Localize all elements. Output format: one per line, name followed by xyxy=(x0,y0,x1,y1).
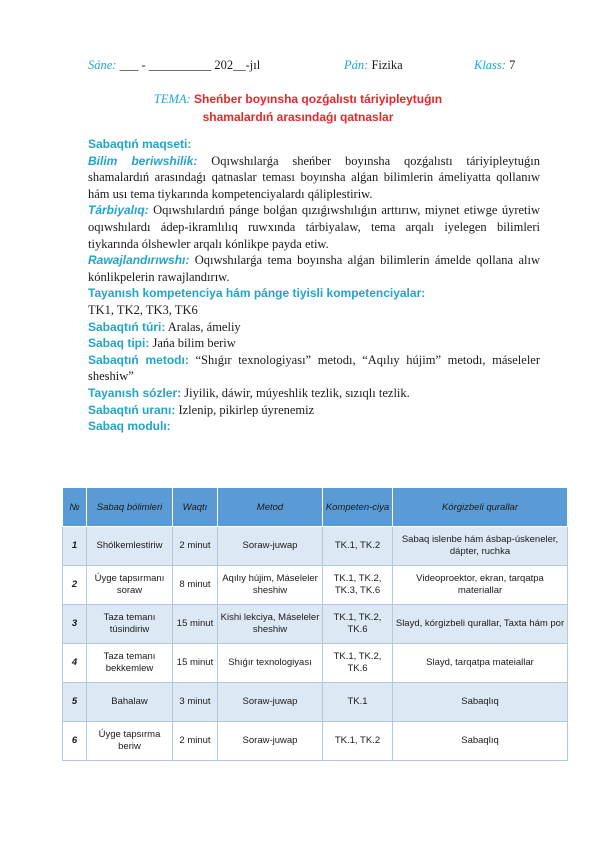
class-value: 7 xyxy=(509,58,516,72)
date-value: ___ - __________ 202__-jıl xyxy=(119,58,261,72)
row-competency: TK.1, TK.2 xyxy=(323,722,393,761)
row-competency: TK.1, TK.2 xyxy=(323,527,393,566)
lesson-method xyxy=(88,352,540,385)
date-label: Sáne: xyxy=(88,58,117,72)
row-competency: TK.1, TK.2, TK.6 xyxy=(323,605,393,644)
row-method: Soraw-juwap xyxy=(218,722,323,761)
row-time: 2 minut xyxy=(173,527,218,566)
lesson-type-label: Sabaq tipi: xyxy=(88,336,150,351)
col-header-time: Waqtı xyxy=(173,488,218,527)
class-label: Klass: xyxy=(474,58,506,72)
row-tools: Sabaqlıq xyxy=(393,722,568,761)
row-number: 6 xyxy=(63,722,87,761)
upbringing-goal-text: Oqıwshılardıń pánge bolǵan qızıǵıwshılıǵın arttırıw, miynet etiwge úyretiw oqıwshılardı ádep-ikramlılıq ruwxında tárbiyalaw, tema arqalı iyelegen bilimleri tiykarında ólshewler arqalı kónlikpe payda etiw. xyxy=(88,203,540,251)
table-header-row xyxy=(63,488,568,527)
col-header-tools: Kórgizbeli qurallar xyxy=(393,488,568,527)
key-words xyxy=(88,385,540,402)
topic-text-2: shamalardıń arasındaǵı qatnaslar xyxy=(202,110,394,124)
row-competency: TK.1, TK.2, TK.3, TK.6 xyxy=(323,566,393,605)
lesson-form-text: Aralas, ámeliy xyxy=(167,319,241,334)
row-tools: Slayd, kórgizbeli qurallar, Taxta hám por xyxy=(393,605,568,644)
subject-field xyxy=(344,58,403,73)
date-field xyxy=(88,58,260,73)
development-goal xyxy=(88,252,540,285)
row-competency: TK.1, TK.2, TK.6 xyxy=(323,644,393,683)
row-tools: Slayd, tarqatpa mateiallar xyxy=(393,644,568,683)
table-row xyxy=(63,644,568,683)
row-part: Úyge tapsırma beriw xyxy=(87,722,173,761)
lesson-motto-label: Sabaqtıń uranı: xyxy=(88,402,176,417)
lesson-type xyxy=(88,335,540,352)
row-time: 15 minut xyxy=(173,605,218,644)
table-row xyxy=(63,605,568,644)
edu-goal-label: Bilim beriwshilik: xyxy=(88,153,198,168)
row-number: 4 xyxy=(63,644,87,683)
row-time: 8 minut xyxy=(173,566,218,605)
row-part: Taza temanı bekkemlew xyxy=(87,644,173,683)
table-row xyxy=(63,722,568,761)
upbringing-goal xyxy=(88,202,540,252)
row-method: Aqılıy hújim, Máseleler sheshiw xyxy=(218,566,323,605)
competency-heading: Tayanısh kompetenciya hám pánge tiyisli kompetenciyalar: xyxy=(88,286,426,301)
lesson-method-label: Sabaqtıń metodı: xyxy=(88,352,189,367)
subject-label: Pán: xyxy=(344,58,369,72)
row-part: Úyge tapsırmanı soraw xyxy=(87,566,173,605)
lesson-description xyxy=(88,136,540,435)
row-number: 5 xyxy=(63,683,87,722)
row-number: 2 xyxy=(63,566,87,605)
table-row xyxy=(63,527,568,566)
row-part: Taza temanı túsindiriw xyxy=(87,605,173,644)
header-line xyxy=(88,58,548,76)
key-words-label: Tayanısh sózler: xyxy=(88,385,182,400)
module-heading: Sabaq modulı: xyxy=(88,419,171,434)
table-row xyxy=(63,683,568,722)
topic-text-1: Sheńber boyınsha qozǵalıstı táriyipleytuǵın xyxy=(194,92,443,106)
development-goal-label: Rawajlandırıwshı: xyxy=(88,253,190,268)
lesson-motto-text: Izlenip, pikirlep úyrenemiz xyxy=(178,402,315,417)
lesson-module-table xyxy=(62,487,568,761)
row-tools: Videoproektor, ekran, tarqatpa materiallar xyxy=(393,566,568,605)
row-part: Shólkemlestiriw xyxy=(87,527,173,566)
row-part: Bahalaw xyxy=(87,683,173,722)
row-tools: Sabaqlıq xyxy=(393,683,568,722)
development-goal-text: Oqıwshılarǵa tema boyınsha alǵan bilimlerin ámelde qollana alıw kónlikpelerin rawajlandırıw. xyxy=(88,253,541,284)
topic-title-line-1 xyxy=(60,92,536,107)
edu-goal-text: Oqıwshılarǵa sheńber boyınsha qozǵalıstı táriyipleytuǵın shamalardıń arasındaǵı qatnaslar teması boyınsha alǵan bilimlerin ámeliyatta qollanıw hám usı tema tiykarında kompetenciyalardı qáliplestiriw. xyxy=(88,153,540,201)
col-header-method: Metod xyxy=(218,488,323,527)
col-header-number: № xyxy=(63,488,87,527)
row-method: Soraw-juwap xyxy=(218,527,323,566)
row-competency: TK.1 xyxy=(323,683,393,722)
edu-goal xyxy=(88,153,540,203)
row-time: 3 minut xyxy=(173,683,218,722)
lesson-motto xyxy=(88,402,540,419)
topic-label: TEMA: xyxy=(153,92,191,106)
lesson-method-text: “Shıǵır texnologiyası” metodı, “Aqılıy hújim” metodı, máseleler sheshiw” xyxy=(88,352,540,384)
lesson-form-label: Sabaqtıń túri: xyxy=(88,319,166,334)
row-tools: Sabaq islenbe hám ásbap-úskeneler, dápter, ruchka xyxy=(393,527,568,566)
subject-value: Fizika xyxy=(371,58,403,72)
row-number: 3 xyxy=(63,605,87,644)
key-words-text: Jiyilik, dáwir, múyeshlik tezlik, sızıqlı tezlik. xyxy=(184,385,410,400)
class-field xyxy=(474,58,515,73)
row-method: Soraw-juwap xyxy=(218,683,323,722)
topic-title-line-2 xyxy=(60,110,536,124)
row-method: Shıǵır texnologiyası xyxy=(218,644,323,683)
lesson-type-text: Jańa bilim beriw xyxy=(152,336,236,351)
row-method: Kishi lekciya, Máseleler sheshiw xyxy=(218,605,323,644)
competency-text: TK1, TK2, TK3, TK6 xyxy=(88,302,198,317)
row-time: 2 minut xyxy=(173,722,218,761)
table-row xyxy=(63,566,568,605)
col-header-competency: Kompeten-ciya xyxy=(323,488,393,527)
row-number: 1 xyxy=(63,527,87,566)
row-time: 15 minut xyxy=(173,644,218,683)
lesson-form xyxy=(88,319,540,336)
upbringing-goal-label: Tárbiyalıq: xyxy=(88,203,149,218)
col-header-parts: Sabaq bólimleri xyxy=(87,488,173,527)
goal-heading: Sabaqtıń maqseti: xyxy=(88,137,192,151)
